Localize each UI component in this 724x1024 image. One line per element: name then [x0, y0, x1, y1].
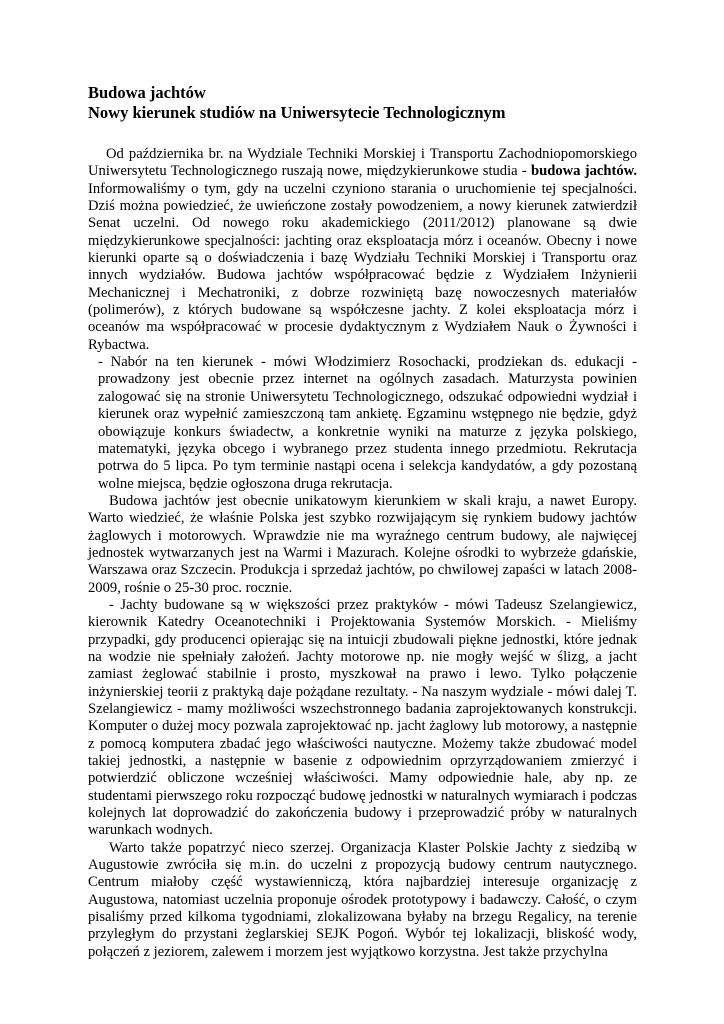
paragraph-1-text-end: Informowaliśmy o tym, gdy na uczelni czyniono starania o uruchomienie tej specjalności. Dziś można powiedzieć, że uwieńczone zostały powodzeniem, a nowy kierunek zatwierdził Senat uczelni. Od nowego roku akademickiego (2011/2012) planowane są dwie międzykierunkowe specjalności: jachting oraz eksploatacja mórz i oceanów. Obecny i nowe kierunki oparte są o doświadczenia i bazę Wydziału Techniki Morskiej i Transportu oraz innych wydziałów. Budowa jachtów współpracować będzie z Wydziałem Inżynierii Mechanicznej i Mechatroniki, z dobrze rozwiniętą bazę nowoczesnych materiałów (polimerów), z których budowane są współczesne jachty. Z kolei eksploatacja mórz i oceanów ma współpracować w procesie dydaktycznym z Wydziałem Nauk o Żywności i Rybactwa. — [88, 180, 637, 353]
document-page — [88, 83, 637, 961]
title-line-2: Nowy kierunek studiów na Uniwersytecie Technologicznym — [88, 103, 506, 122]
title-line-1: Budowa jachtów — [88, 83, 206, 102]
paragraph-5: Warto także popatrzyć nieco szerzej. Organizacja Klaster Polskie Jachty z siedzibą w Augustowie zwróciła się m.in. do uczelni z propozycją budowy centrum nautycznego. Centrum miałoby część wystawienniczą, która najbardziej interesuje organizację z Augustowa, natomiast uczelnia proponuje ośrodek prototypowy i badawczy. Całość, o czym pisaliśmy przed kilkoma tygodniami, zlokalizowana byłaby na brzegu Regalicy, na terenie przyległym do przystani żeglarskiej SEJK Pogoń. Wybór tej lokalizacji, bliskość wody, połączeń z jeziorem, zalewem i morzem jest wyjątkowo korzystna. Jest także przychylna — [88, 839, 637, 960]
paragraph-2: - Nabór na ten kierunek - mówi Włodzimierz Rosochacki, prodziekan ds. edukacji - prowadzony jest obecnie przez internet na ogólnych zasadach. Maturzysta powinien zalogować się na stronie Uniwersytetu Technologicznego, odszukać odpowiedni wydział i kierunek oraz wypełnić zamieszczoną tam ankietę. Egzaminu wstępnego nie będzie, gdyż obowiązuje konkurs świadectw, a konkretnie wyniki na maturze z języka polskiego, matematyki, języka obcego i wybranego przez studenta innego przedmiotu. Rekrutacja potrwa do 5 lipca. Po tym terminie nastąpi ocena i selekcja kandydatów, a gdy pozostaną wolne miejsca, będzie ogłoszona druga rekrutacja. — [98, 354, 637, 492]
document-title — [88, 83, 637, 123]
paragraph-1 — [88, 146, 637, 354]
paragraph-1-text-start: Od października br. na Wydziale Techniki Morskiej i Transportu Zachodniopomorskiego Uniwersytetu Technologicznego ruszają nowe, międzykierunkowe studia - — [88, 146, 637, 180]
paragraph-3: Budowa jachtów jest obecnie unikatowym kierunkiem w skali kraju, a nawet Europy. Warto wiedzieć, że właśnie Polska jest szybko rozwijającym się rynkiem budowy jachtów żaglowych i motorowych. Wprawdzie nie ma wyraźnego centrum budowy, ale najwięcej jednostek wytwarzanych jest na Warmi i Mazurach. Kolejne ośrodki to wybrzeże gdańskie, Warszawa oraz Szczecin. Produkcja i sprzedaż jachtów, po chwilowej zapaści w latach 2008-2009, rośnie o 25-30 proc. rocznie. — [88, 492, 637, 596]
paragraph-1-bold-text: budowa jachtów. — [530, 163, 637, 180]
article-body — [88, 146, 637, 961]
paragraph-4: - Jachty budowane są w większości przez praktyków - mówi Tadeusz Szelangiewicz, kierownik Katedry Oceanotechniki i Projektowania Systemów Morskich. - Mieliśmy przypadki, gdy producenci opierając się na intuicji zbudowali piękne jednostki, które jednak na wodzie nie spełniały założeń. Jachty motorowe np. nie mogły wejść w ślizg, a jacht zamiast żeglować stabilnie i prosto, myszkował na prawo i lewo. Tylko połączenie inżynierskiej teorii z praktyką daje pożądane rezultaty. - Na naszym wydziale - mówi dalej T. Szelangiewicz - mamy możliwości wszechstronnego badania zaprojektowanych konstrukcji. Komputer o dużej mocy pozwala zaprojektować np. jacht żaglowy lub motorowy, a następnie z pomocą komputera zbadać jego właściwości nautyczne. Możemy także zbudować model takiej jednostki, a następnie w basenie z odpowiednim oprzyrządowaniem zmierzyć i potwierdzić obliczone wcześniej właściwości. Mamy odpowiednie hale, aby np. ze studentami pierwszego roku rozpocząć budowę jednostki w naturalnych wymiarach i podczas kolejnych lat doprowadzić do zakończenia budowy i przeprowadzić próby w naturalnych warunkach wodnych. — [88, 596, 637, 839]
